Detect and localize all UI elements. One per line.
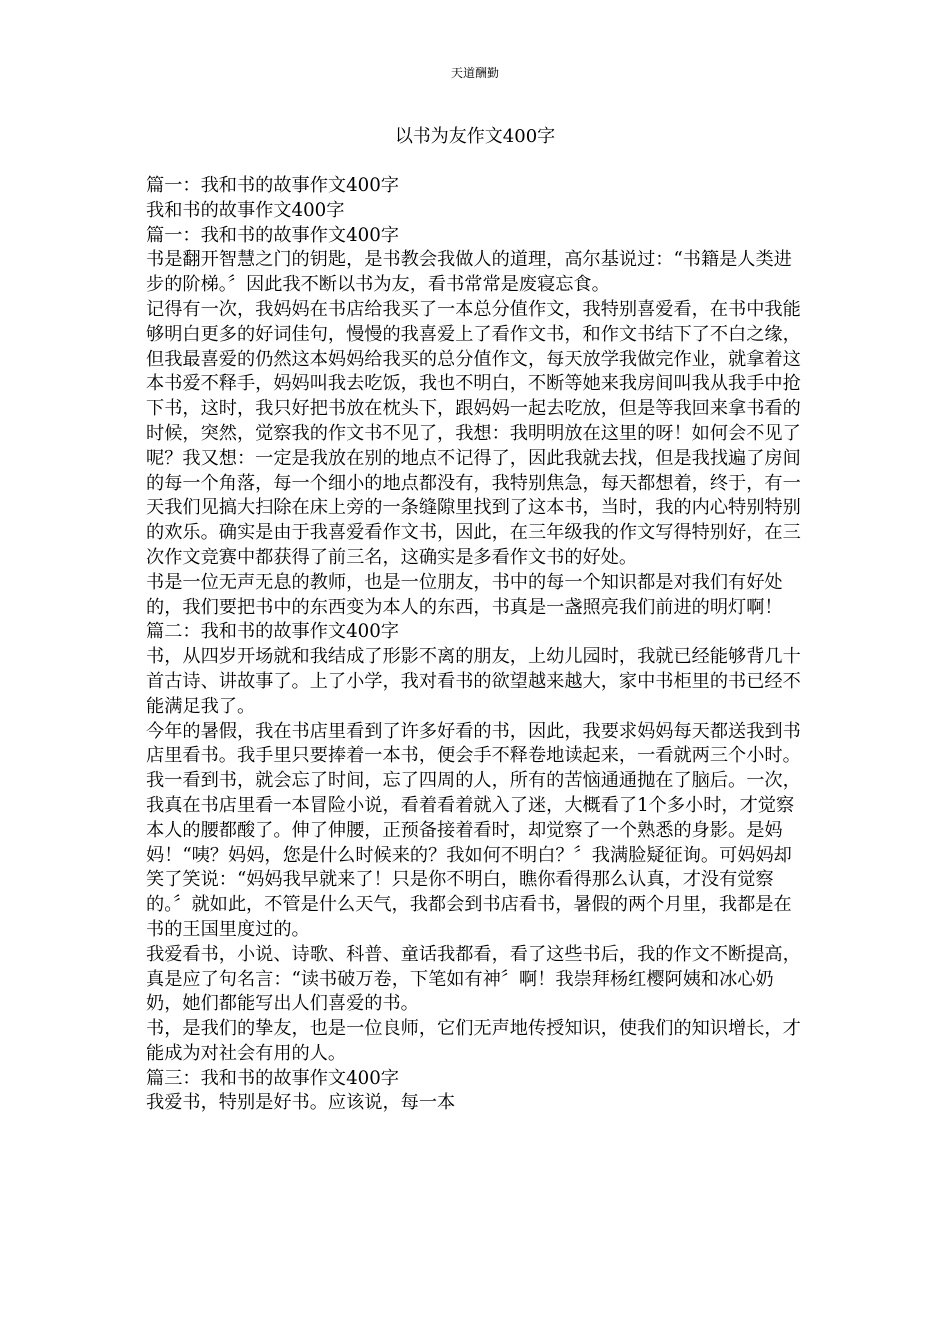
section-heading: 篇一：我和书的故事作文400字 xyxy=(146,224,399,246)
subtitle: 我和书的故事作文400字 xyxy=(146,199,345,221)
section-heading: 篇一：我和书的故事作文400字 xyxy=(146,175,399,196)
section-heading: 篇二：我和书的故事作文400字 xyxy=(146,621,399,643)
document-body xyxy=(146,174,806,1116)
body-paragraph: 书是一位无声无息的教师，也是一位朋友，书中的每一个知识都是对我们有好处的，我们要把书中的东西变为本人的东西，书真是一盏照亮我们前进的明灯啊！ xyxy=(146,571,783,618)
body-paragraph: 记得有一次，我妈妈在书店给我买了一本总分值作文，我特别喜爱看，在书中我能够明白更多的好词佳句，慢慢的我喜爱上了看作文书，和作文书结下了不白之缘，但我最喜爱的仍然这本妈妈给我买的总分值作文，每天放学我做完作业，就拿着这本书爱不释手，妈妈叫我去吃饭，我也不明白，不断等她来我房间叫我从我手中抢下书，这时，我只好把书放在枕头下，跟妈妈一起去吃放，但是等我回来拿书看的时候，突然，觉察我的作文书不见了，我想：我明明放在这里的呀！如何会不见了呢？我又想：一定是我放在别的地点不记得了，因此我就去找，但是我找遍了房间的每一个角落，每一个细小的地点都没有，我特别焦急，每天都想着，终于，有一天我们见搞大扫除在床上旁的一条缝隙里找到了这本书，当时，我的内心特别特别的欢乐。确实是由于我喜爱看作文书，因此，在三年级我的作文写得特别好，在三次作文竞赛中都获得了前三名，这确实是多看作文书的好处。 xyxy=(146,298,801,568)
body-paragraph: 我爱看书，小说、诗歌、科普、童话我都看，看了这些书后，我的作文不断提高，真是应了句名言：“读书破万卷，下笔如有神〞啊！我崇拜杨红樱阿姨和冰心奶奶，她们都能写出人们喜爱的书。 xyxy=(146,943,801,1015)
body-paragraph: 书，是我们的挚友，也是一位良师，它们无声地传授知识，使我们的知识增长，才 xyxy=(146,1018,801,1040)
body-paragraph: 书是翻开智慧之门的钥匙，是书教会我做人的道理，高尔基说过：“书籍是人类进步的阶梯。〞因此我不断以书为友，看书常常是废寝忘食。 xyxy=(146,249,792,296)
section-heading: 篇三：我和书的故事作文400字 xyxy=(146,1067,399,1089)
document-title: 以书为友作文400字 xyxy=(394,126,556,147)
body-paragraph: 书，从四岁开场就和我结成了形影不离的朋友，上幼儿园时，我就已经能够背几十首古诗、讲故事了。上了小学，我对看书的欲望越来越大，家中书柜里的书已经不能满足我了。 xyxy=(146,646,801,717)
body-paragraph: 能成为对社会有用的人。 xyxy=(146,1042,347,1064)
body-paragraph: 我爱书，特别是好书。应该说，每一本 xyxy=(146,1092,456,1114)
body-paragraph: 今年的暑假，我在书店里看到了许多好看的书，因此，我要求妈妈每天都送我到书店里看书。我手里只要捧着一本书，便会手不释卷地读起来，一看就两三个小时。我一看到书，就会忘了时间，忘了四周的人，所有的苦恼通通抛在了脑后。一次，我真在书店里看一本冒险小说，看着看着就入了迷，大概看了1个多小时，才觉察本人的腰都酸了。伸了伸腰，正预备接着看时，却觉察了一个熟悉的身影。是妈妈！“咦？妈妈，您是什么时候来的？我如何不明白？〞我满脸疑征询。可妈妈却笑了笑说：“妈妈我早就来了！只是你不明白，瞧你看得那么认真，才没有觉察的。〞就如此，不管是什么天气，我都会到书店看书，暑假的两个月里，我都是在书的王国里度过的。 xyxy=(146,720,801,940)
page-header: 天道酬勤 xyxy=(450,66,499,80)
